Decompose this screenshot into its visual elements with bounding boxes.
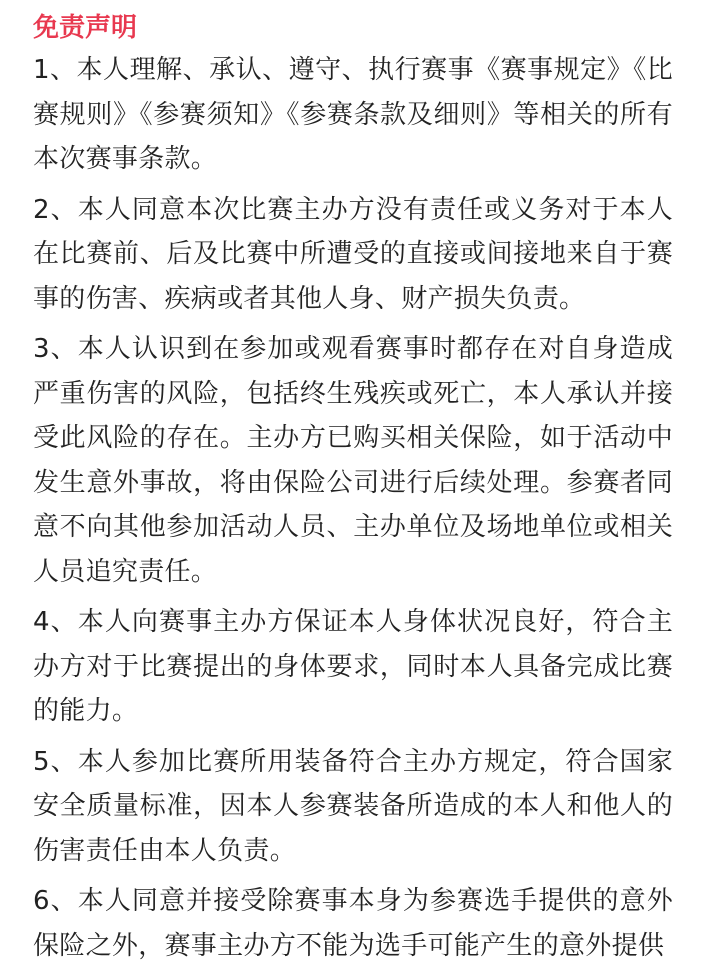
clause-5: 5、本人参加比赛所用装备符合主办方规定，符合国家安全质量标准，因本人参赛装备所造成的本人和他人的伤害责任由本人负责。 <box>33 746 673 866</box>
clause-6: 6、本人同意并接受除赛事本身为参赛选手提供的意外保险之外，赛事主办方不能为选手可能产生的意外提供 <box>33 886 673 961</box>
clause-4: 4、本人向赛事主办方保证本人身体状况良好，符合主办方对于比赛提出的身体要求，同时本人具备完成比赛的能力。 <box>33 607 673 726</box>
clause-3: 3、本人认识到在参加或观看赛事时都存在对自身造成严重伤害的风险，包括终生残疾或死亡，本人承认并接受此风险的存在。主办方已购买相关保险，如于活动中发生意外事故，将由保险公司进行后续处理。参赛者同意不向其他参加活动人员、主办单位及场地单位或相关人员追究责任。 <box>33 334 673 587</box>
clause-2: 2、本人同意本次比赛主办方没有责任或义务对于本人在比赛前、后及比赛中所遭受的直接或间接地来自于赛事的伤害、疾病或者其他人身、财产损失负责。 <box>33 194 673 314</box>
disclaimer-document <box>33 8 673 974</box>
clause-1: 1、本人理解、承认、遵守、执行赛事《赛事规定》《比赛规则》《参赛须知》《参赛条款及细则》等相关的所有本次赛事条款。 <box>33 55 673 174</box>
document-title: 免责声明 <box>33 13 138 43</box>
